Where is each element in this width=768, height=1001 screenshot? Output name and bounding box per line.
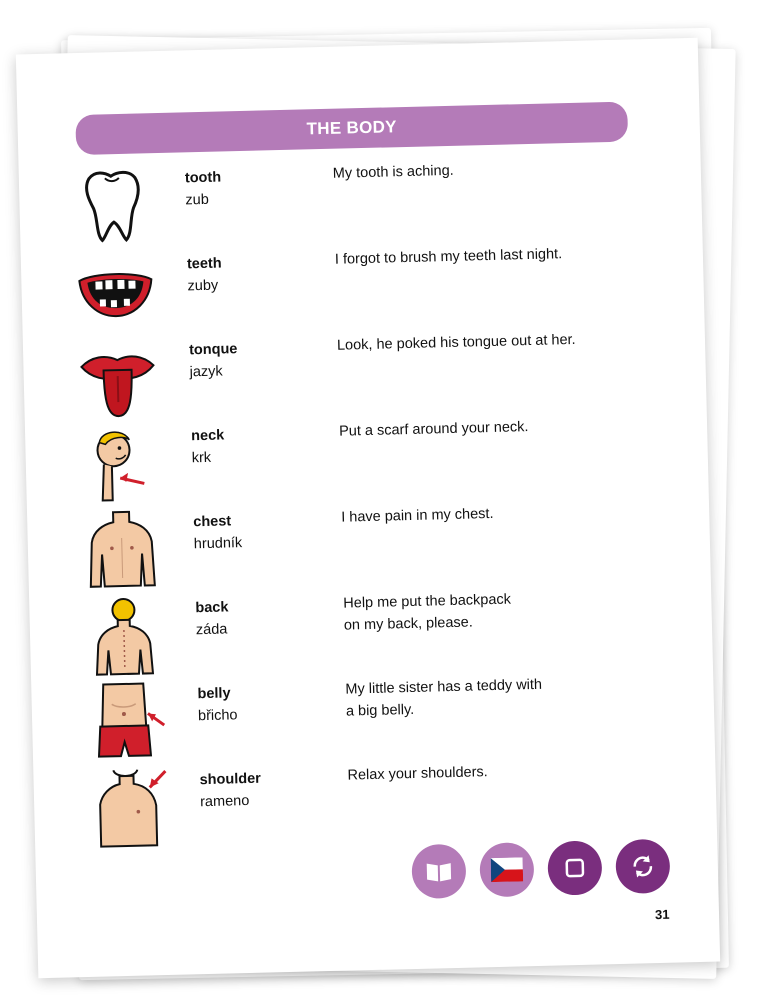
vocab-entry-tongue [75, 322, 677, 423]
example-sentence: My tooth is aching. [332, 162, 454, 182]
chest-icon [79, 507, 165, 593]
toolbar [411, 839, 670, 899]
word-czech: krk [191, 449, 212, 467]
neck-icon [77, 421, 163, 507]
word-czech: zub [185, 191, 210, 209]
word-czech: jazyk [189, 363, 223, 381]
word-english: teeth [186, 255, 222, 273]
czech-flag-icon [491, 857, 524, 882]
word-czech: rameno [199, 792, 250, 811]
open-book-icon [424, 856, 455, 887]
shoulder-icon [85, 765, 171, 851]
back-icon [81, 593, 167, 679]
word-english: tooth [184, 169, 222, 187]
vocab-entry-chest [79, 494, 681, 595]
example-sentence: My little sister has a teddy with a big belly. [345, 676, 543, 720]
word-english: belly [197, 685, 231, 703]
tongue-icon [75, 335, 161, 421]
repeat-button[interactable] [615, 839, 670, 894]
word-english: chest [193, 513, 232, 531]
vocab-entry-neck [77, 408, 679, 509]
vocabulary-page [16, 38, 720, 978]
word-english: tonque [188, 341, 238, 359]
vocab-entry-shoulder [85, 752, 687, 853]
word-english: shoulder [199, 770, 262, 789]
example-sentence: Relax your shoulders. [347, 764, 488, 784]
teeth-icon [73, 249, 159, 335]
page-number: 31 [654, 906, 670, 923]
example-sentence: Put a scarf around your neck. [338, 419, 529, 440]
book-button[interactable] [411, 844, 466, 899]
vocab-entry-teeth [73, 236, 675, 337]
word-czech: hrudník [193, 535, 243, 553]
language-button[interactable] [479, 842, 534, 897]
word-czech: břicho [197, 707, 238, 725]
vocab-entry-belly [83, 666, 685, 767]
word-czech: zuby [187, 277, 219, 295]
word-english: back [195, 599, 229, 617]
example-sentence: I have pain in my chest. [341, 505, 494, 526]
square-icon [563, 856, 588, 881]
word-english: neck [190, 427, 225, 445]
example-sentence: Look, he poked his tongue out at her. [336, 331, 576, 354]
tooth-icon [71, 163, 157, 249]
example-sentence: I forgot to brush my teeth last night. [334, 246, 563, 268]
belly-icon [83, 679, 169, 765]
vocab-entry-tooth [71, 151, 673, 252]
word-czech: záda [195, 621, 228, 639]
vocab-entry-back [81, 580, 683, 681]
example-sentence: Help me put the backpack on my back, please. [343, 591, 512, 634]
page-title: THE BODY [75, 102, 628, 155]
refresh-icon [629, 852, 658, 881]
stop-button[interactable] [547, 840, 602, 895]
